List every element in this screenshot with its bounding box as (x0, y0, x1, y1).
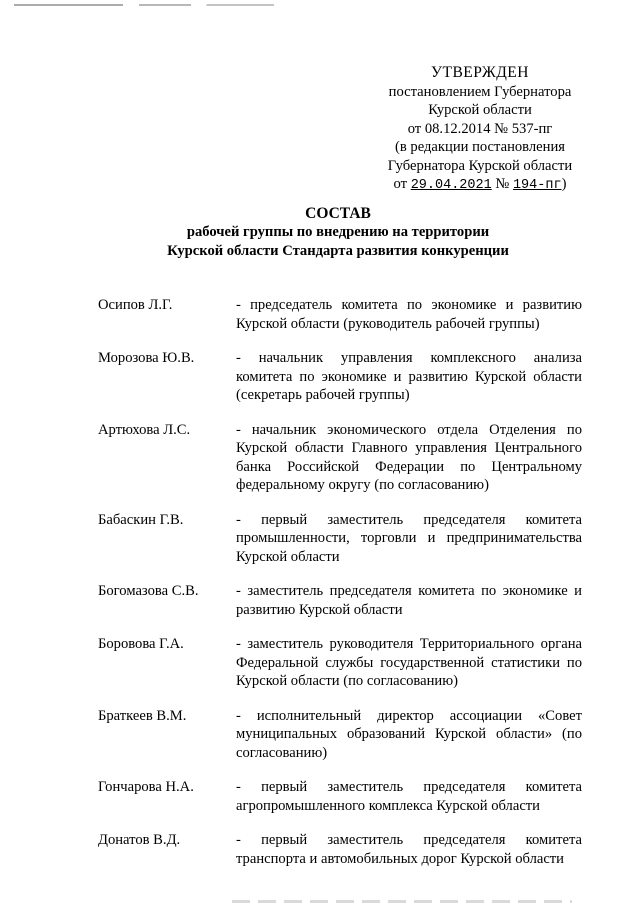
approval-line-2: Курской области (428, 102, 532, 118)
approval-line-4: (в редакции постановления (395, 139, 565, 155)
approval-line-3: от 08.12.2014 № 537-пг (407, 120, 553, 137)
date-value: 29.04.2021 (410, 178, 492, 193)
document-heading (60, 204, 616, 261)
member-row (98, 635, 582, 691)
approval-title: УТВЕРЖДЕН (431, 64, 529, 81)
member-row (98, 511, 582, 567)
heading-line-2: Курской области Стандарта развития конкуренции (167, 243, 509, 259)
member-name: Гончарова Н.А. (98, 779, 194, 795)
member-name: Богомазова С.В. (98, 583, 199, 599)
scan-artifact-top (14, 4, 274, 6)
heading-title: СОСТАВ (305, 205, 371, 222)
members-list (98, 296, 582, 884)
number-value: 194-пг (512, 178, 562, 193)
closing-paren: ) (561, 176, 567, 192)
member-row (98, 707, 582, 763)
member-name: Артюхова Л.С. (98, 421, 191, 438)
approval-line-1: постановлением Губернатора (388, 83, 572, 100)
number-sign: № (495, 176, 510, 192)
member-description: - первый заместитель председателя комитета транспорта и автомобильных дорог Курской области (236, 832, 582, 867)
member-description: - начальник экономического отдела Отделения по Курской области Главного управления Центрального банка Российской Федерации по Центральному федеральному округу (по согласованию) (236, 421, 582, 493)
member-row (98, 778, 582, 815)
member-name: Бабаскин Г.В. (98, 511, 184, 528)
approval-stamp (370, 64, 590, 196)
member-name: Донатов В.Д. (98, 832, 181, 848)
member-row (98, 349, 582, 405)
member-row (98, 831, 582, 868)
scan-artifact-bottom (232, 900, 572, 903)
member-row (98, 296, 582, 333)
member-row (98, 582, 582, 619)
date-prefix: от (393, 176, 408, 192)
approval-line-5: Губернатора Курской области (387, 157, 573, 174)
member-name: Осипов Л.Г. (98, 297, 173, 313)
member-description: - первый заместитель председателя комитета промышленности, торговли и предпринимательства Курской области (236, 511, 582, 565)
member-name: Боровова Г.А. (98, 636, 184, 652)
member-description: - начальник управления комплексного анализа комитета по экономике и развитию Курской области (секретарь рабочей группы) (236, 350, 582, 403)
member-description: - первый заместитель председателя комитета агропромышленного комплекса Курской области (236, 779, 582, 814)
member-row (98, 421, 582, 495)
approval-date-line (370, 175, 590, 196)
member-description: - исполнительный директор ассоциации «Совет муниципальных образований Курской области» (по согласованию) (236, 707, 582, 761)
member-description: - председатель комитета по экономике и развитию Курской области (руководитель рабочей группы) (236, 297, 582, 332)
heading-line-1: рабочей группы по внедрению на территории (186, 224, 490, 240)
member-name: Морозова Ю.В. (98, 350, 195, 366)
member-description: - заместитель председателя комитета по экономике и развитию Курской области (236, 583, 582, 618)
member-description: - заместитель руководителя Территориального органа Федеральной службы государственной статистики по Курской области (по согласованию) (236, 636, 582, 689)
member-name: Браткеев В.М. (98, 707, 187, 724)
